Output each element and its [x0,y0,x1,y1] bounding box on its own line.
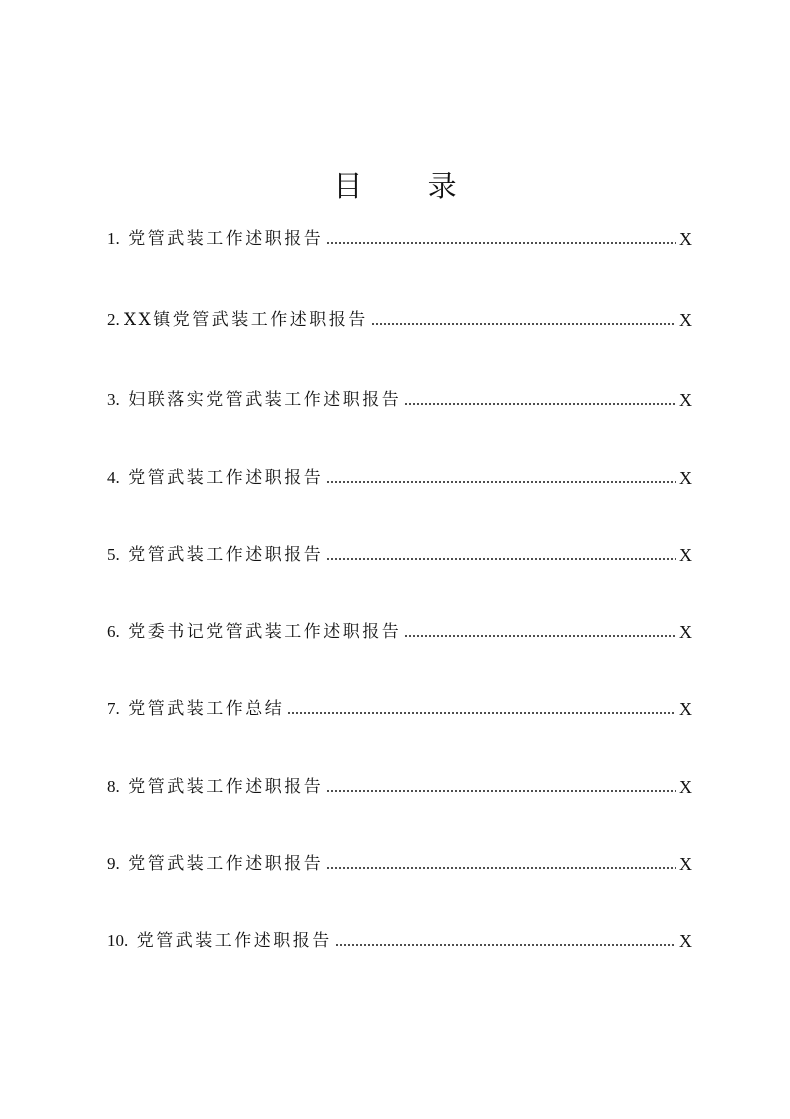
page-title: 目 录 [333,169,485,204]
toc-item-number: 6. [107,622,120,641]
toc-item-title: 党管武装工作总结 [128,699,285,719]
toc-item-separator [120,544,129,566]
toc-item-title: 党管武装工作述职报告 [128,854,324,874]
toc-item-separator [120,776,129,798]
toc-item-number: 3. [107,390,120,409]
toc-leader-dots [326,788,676,794]
toc-leader-dots [287,710,676,716]
toc-item-page: X [679,931,692,951]
toc-item[interactable] [107,540,692,566]
toc-item-separator [120,698,129,720]
toc-item-separator [128,930,137,952]
toc-item-number: 10. [107,931,129,950]
toc-item-page: X [679,468,692,488]
toc-item-number: 8. [107,777,120,796]
toc-leader-dots [326,556,676,562]
toc-item-number: 4. [107,468,120,487]
toc-item[interactable] [107,224,692,250]
toc-item-separator [120,467,129,489]
toc-item-page: X [679,390,692,410]
toc-leader-dots [404,401,676,407]
toc-item-number: 1. [107,229,120,248]
toc-item-number: 7. [107,699,120,718]
toc-item[interactable] [107,463,692,489]
toc-item-title: 党管武装工作述职报告 [128,229,324,249]
toc-leader-dots [326,240,676,246]
toc-item-page: X [679,854,692,874]
toc-item-title: 党管武装工作述职报告 [128,777,324,797]
toc-item-separator [120,853,129,875]
toc-item-page: X [679,622,692,642]
toc-leader-dots [326,479,676,485]
toc-item-page: X [679,310,692,330]
toc-item-title: 妇联落实党管武装工作述职报告 [128,390,402,410]
toc-item-number: 5. [107,545,120,564]
toc-leader-dots [371,321,676,327]
toc-item[interactable] [107,385,692,411]
toc-leader-dots [404,633,676,639]
toc-item-page: X [679,545,692,565]
toc-item-page: X [679,777,692,797]
toc-item[interactable] [107,694,692,720]
toc-item-page: X [679,699,692,719]
toc-leader-dots [326,865,676,871]
toc-item[interactable] [107,926,692,952]
toc-item-title: 党管武装工作述职报告 [136,931,332,951]
toc-item-number: 2. [107,310,120,329]
toc-item-separator [120,228,129,250]
table-of-contents [107,0,692,1119]
toc-item[interactable] [107,849,692,875]
toc-item-separator [120,389,129,411]
toc-item[interactable] [107,617,692,643]
toc-item-separator [120,621,129,643]
toc-item-title: 党管武装工作述职报告 [128,545,324,565]
toc-item-title: 党委书记党管武装工作述职报告 [128,622,402,642]
toc-leader-dots [335,942,676,948]
toc-item-page: X [679,229,692,249]
toc-item-title: XX镇党管武装工作述职报告 [124,310,368,330]
toc-item-title: 党管武装工作述职报告 [128,468,324,488]
toc-item-number: 9. [107,854,120,873]
toc-item[interactable] [107,305,692,331]
toc-item[interactable] [107,772,692,798]
